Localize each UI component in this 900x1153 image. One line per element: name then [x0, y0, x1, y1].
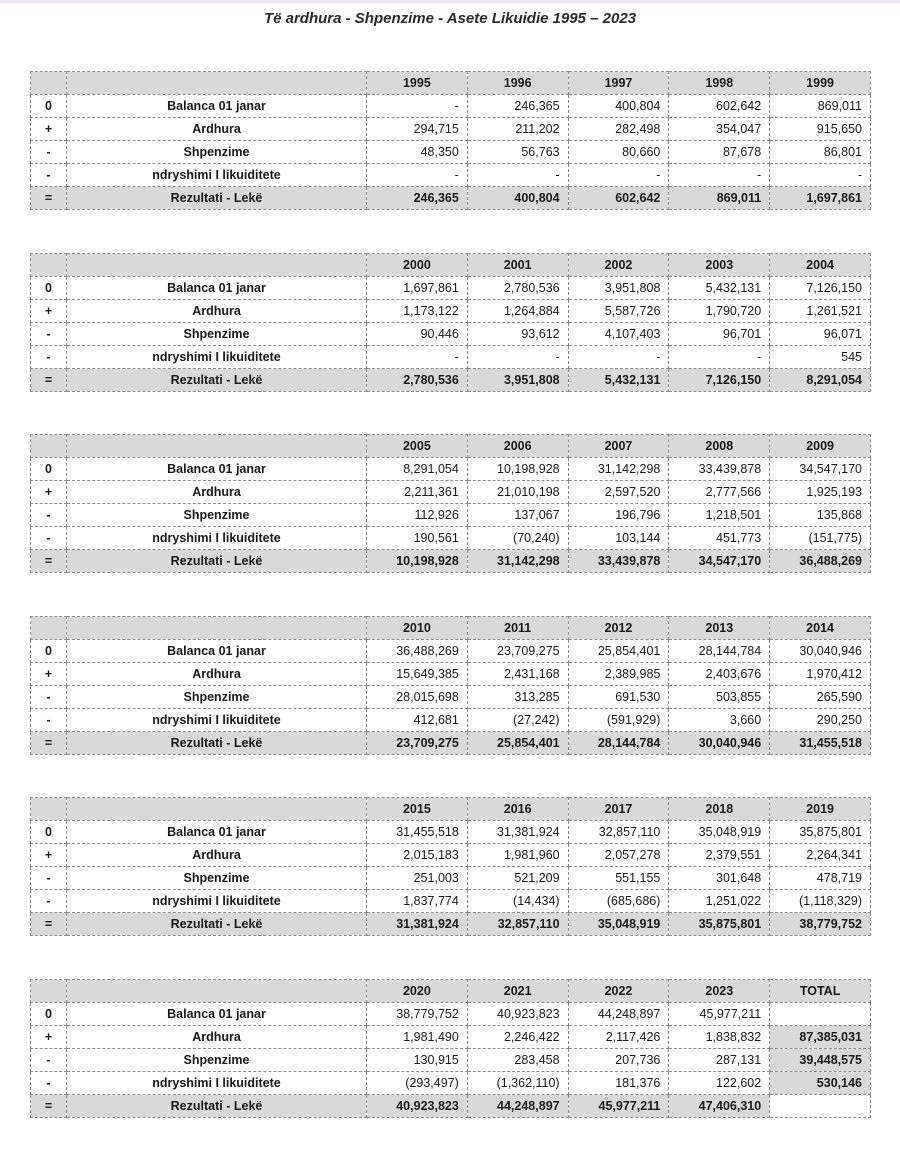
year-header: 2003 [669, 254, 770, 277]
value-cell: 87,678 [669, 141, 770, 164]
year-header: 2012 [568, 617, 669, 640]
value-cell: 112,926 [367, 504, 468, 527]
row-symbol: + [31, 663, 67, 686]
table-row [31, 141, 871, 164]
value-cell: 1,173,122 [367, 300, 468, 323]
row-label: Ardhura [67, 844, 367, 867]
value-cell: 5,432,131 [568, 369, 669, 392]
table-row [31, 709, 871, 732]
result-row [31, 187, 871, 210]
value-cell: (27,242) [467, 709, 568, 732]
row-label: Balanca 01 janar [67, 458, 367, 481]
value-cell: 869,011 [770, 95, 871, 118]
value-cell: 545 [770, 346, 871, 369]
value-cell: 31,142,298 [568, 458, 669, 481]
year-header: 2013 [669, 617, 770, 640]
table-row [31, 1049, 871, 1072]
value-cell: (14,434) [467, 890, 568, 913]
value-cell: 45,977,211 [568, 1095, 669, 1118]
result-row [31, 1095, 871, 1118]
value-cell: 10,198,928 [467, 458, 568, 481]
table-header-row [31, 617, 871, 640]
header-empty-cell [31, 435, 67, 458]
value-cell: 3,951,808 [568, 277, 669, 300]
value-cell: 40,923,823 [467, 1003, 568, 1026]
value-cell: 2,379,551 [669, 844, 770, 867]
value-cell: 2,264,341 [770, 844, 871, 867]
value-cell: 10,198,928 [367, 550, 468, 573]
year-header: 2002 [568, 254, 669, 277]
value-cell: 103,144 [568, 527, 669, 550]
value-cell: 313,285 [467, 686, 568, 709]
year-header: 2014 [770, 617, 871, 640]
value-cell: 1,790,720 [669, 300, 770, 323]
value-cell: 35,875,801 [770, 821, 871, 844]
row-symbol: 0 [31, 95, 67, 118]
year-header: 2005 [367, 435, 468, 458]
value-cell: 130,915 [367, 1049, 468, 1072]
table-header-row [31, 254, 871, 277]
table-row [31, 277, 871, 300]
value-cell: 2,597,520 [568, 481, 669, 504]
value-cell: 400,804 [568, 95, 669, 118]
table-row [31, 1026, 871, 1049]
year-header: 1998 [669, 72, 770, 95]
value-cell: 282,498 [568, 118, 669, 141]
total-cell [770, 1003, 871, 1026]
value-cell: 478,719 [770, 867, 871, 890]
result-row [31, 732, 871, 755]
total-cell: 87,385,031 [770, 1026, 871, 1049]
value-cell: (591,929) [568, 709, 669, 732]
value-cell: 412,681 [367, 709, 468, 732]
value-cell: 521,209 [467, 867, 568, 890]
row-label: Shpenzime [67, 686, 367, 709]
row-symbol: - [31, 709, 67, 732]
header-empty-cell [31, 798, 67, 821]
value-cell: 33,439,878 [669, 458, 770, 481]
row-symbol: + [31, 118, 67, 141]
row-symbol: = [31, 550, 67, 573]
value-cell: 44,248,897 [467, 1095, 568, 1118]
year-header: 1996 [467, 72, 568, 95]
row-symbol: 0 [31, 821, 67, 844]
value-cell: 4,107,403 [568, 323, 669, 346]
value-cell: 32,857,110 [467, 913, 568, 936]
row-symbol: - [31, 867, 67, 890]
header-empty-cell [67, 617, 367, 640]
value-cell: 290,250 [770, 709, 871, 732]
cash-table-5 [30, 797, 871, 936]
cash-table-6 [30, 979, 871, 1118]
value-cell: 8,291,054 [367, 458, 468, 481]
value-cell: 2,780,536 [467, 277, 568, 300]
value-cell: 354,047 [669, 118, 770, 141]
value-cell: 2,117,426 [568, 1026, 669, 1049]
value-cell: 7,126,150 [669, 369, 770, 392]
table-row [31, 323, 871, 346]
value-cell: 2,431,168 [467, 663, 568, 686]
row-symbol: 0 [31, 458, 67, 481]
value-cell: 2,780,536 [367, 369, 468, 392]
row-label: Shpenzime [67, 867, 367, 890]
value-cell: 1,251,022 [669, 890, 770, 913]
value-cell: 25,854,401 [467, 732, 568, 755]
value-cell: 246,365 [467, 95, 568, 118]
header-empty-cell [67, 980, 367, 1003]
cash-table-3 [30, 434, 871, 573]
value-cell: 3,951,808 [467, 369, 568, 392]
value-cell: - [367, 346, 468, 369]
value-cell: 602,642 [568, 187, 669, 210]
table-row [31, 481, 871, 504]
row-symbol: 0 [31, 1003, 67, 1026]
value-cell: 45,977,211 [669, 1003, 770, 1026]
table-row [31, 95, 871, 118]
row-label: Rezultati - Lekë [67, 913, 367, 936]
row-label: Balanca 01 janar [67, 821, 367, 844]
row-symbol: 0 [31, 277, 67, 300]
row-symbol: + [31, 1026, 67, 1049]
year-header: 2021 [467, 980, 568, 1003]
value-cell: 30,040,946 [669, 732, 770, 755]
value-cell: 31,142,298 [467, 550, 568, 573]
year-header: 2023 [669, 980, 770, 1003]
value-cell: 869,011 [669, 187, 770, 210]
table-row [31, 527, 871, 550]
header-empty-cell [67, 72, 367, 95]
value-cell: 503,855 [669, 686, 770, 709]
value-cell: 196,796 [568, 504, 669, 527]
row-label: Shpenzime [67, 1049, 367, 1072]
value-cell: - [367, 164, 468, 187]
value-cell: 28,144,784 [669, 640, 770, 663]
value-cell: 1,697,861 [770, 187, 871, 210]
row-label: Ardhura [67, 1026, 367, 1049]
row-label: ndryshimi I likuiditete [67, 890, 367, 913]
year-header: 2011 [467, 617, 568, 640]
header-empty-cell [31, 254, 67, 277]
year-header: 2018 [669, 798, 770, 821]
value-cell: 38,779,752 [770, 913, 871, 936]
year-header: 2016 [467, 798, 568, 821]
year-header: 2020 [367, 980, 468, 1003]
total-cell [770, 1095, 871, 1118]
row-symbol: - [31, 1049, 67, 1072]
table-row [31, 640, 871, 663]
value-cell: 36,488,269 [770, 550, 871, 573]
value-cell: 38,779,752 [367, 1003, 468, 1026]
table-header-row [31, 435, 871, 458]
table-header-row [31, 72, 871, 95]
row-symbol: + [31, 481, 67, 504]
row-label: Ardhura [67, 663, 367, 686]
year-header: 2006 [467, 435, 568, 458]
table-row [31, 890, 871, 913]
value-cell: 21,010,198 [467, 481, 568, 504]
value-cell: 8,291,054 [770, 369, 871, 392]
row-symbol: + [31, 844, 67, 867]
result-row [31, 550, 871, 573]
value-cell: 28,015,698 [367, 686, 468, 709]
value-cell: 96,701 [669, 323, 770, 346]
value-cell: 251,003 [367, 867, 468, 890]
table-row [31, 118, 871, 141]
value-cell: 1,837,774 [367, 890, 468, 913]
total-cell: 530,146 [770, 1072, 871, 1095]
value-cell: 30,040,946 [770, 640, 871, 663]
table-row [31, 458, 871, 481]
row-symbol: - [31, 141, 67, 164]
row-label: Shpenzime [67, 504, 367, 527]
value-cell: 44,248,897 [568, 1003, 669, 1026]
value-cell: - [467, 164, 568, 187]
cash-table-2 [30, 253, 871, 392]
value-cell: 301,648 [669, 867, 770, 890]
value-cell: (151,775) [770, 527, 871, 550]
row-label: Rezultati - Lekë [67, 550, 367, 573]
value-cell: 31,381,924 [367, 913, 468, 936]
year-header: 2009 [770, 435, 871, 458]
value-cell: 190,561 [367, 527, 468, 550]
year-header: 2019 [770, 798, 871, 821]
value-cell: 287,131 [669, 1049, 770, 1072]
year-header: 2008 [669, 435, 770, 458]
value-cell: 23,709,275 [467, 640, 568, 663]
year-header: 2022 [568, 980, 669, 1003]
row-label: ndryshimi I likuiditete [67, 709, 367, 732]
value-cell: - [467, 346, 568, 369]
row-symbol: - [31, 323, 67, 346]
year-header: 2015 [367, 798, 468, 821]
value-cell: 451,773 [669, 527, 770, 550]
value-cell: 35,875,801 [669, 913, 770, 936]
value-cell: 5,587,726 [568, 300, 669, 323]
header-empty-cell [31, 617, 67, 640]
value-cell: 31,455,518 [367, 821, 468, 844]
value-cell: 33,439,878 [568, 550, 669, 573]
row-symbol: = [31, 913, 67, 936]
value-cell: (70,240) [467, 527, 568, 550]
value-cell: - [568, 164, 669, 187]
row-symbol: 0 [31, 640, 67, 663]
row-symbol: - [31, 686, 67, 709]
header-empty-cell [67, 798, 367, 821]
row-label: ndryshimi I likuiditete [67, 346, 367, 369]
value-cell: (685,686) [568, 890, 669, 913]
value-cell: 34,547,170 [669, 550, 770, 573]
table-row [31, 844, 871, 867]
row-label: Ardhura [67, 300, 367, 323]
value-cell: 2,211,361 [367, 481, 468, 504]
value-cell: 2,057,278 [568, 844, 669, 867]
value-cell: 5,432,131 [669, 277, 770, 300]
value-cell: 15,649,385 [367, 663, 468, 686]
header-empty-cell [67, 435, 367, 458]
table-row [31, 346, 871, 369]
row-label: ndryshimi I likuiditete [67, 527, 367, 550]
table-row [31, 164, 871, 187]
value-cell: 96,071 [770, 323, 871, 346]
row-label: Rezultati - Lekë [67, 187, 367, 210]
year-header: 2017 [568, 798, 669, 821]
row-symbol: + [31, 300, 67, 323]
value-cell: 56,763 [467, 141, 568, 164]
value-cell: 1,838,832 [669, 1026, 770, 1049]
value-cell: 211,202 [467, 118, 568, 141]
top-rule [0, 0, 900, 3]
value-cell: 1,261,521 [770, 300, 871, 323]
value-cell: 35,048,919 [669, 821, 770, 844]
value-cell: 90,446 [367, 323, 468, 346]
value-cell: 1,981,960 [467, 844, 568, 867]
value-cell: 25,854,401 [568, 640, 669, 663]
table-row [31, 504, 871, 527]
row-symbol: - [31, 504, 67, 527]
value-cell: 691,530 [568, 686, 669, 709]
value-cell: 122,602 [669, 1072, 770, 1095]
value-cell: 1,218,501 [669, 504, 770, 527]
value-cell: 294,715 [367, 118, 468, 141]
value-cell: 265,590 [770, 686, 871, 709]
table-row [31, 1072, 871, 1095]
row-symbol: - [31, 164, 67, 187]
row-symbol: - [31, 890, 67, 913]
value-cell: 86,801 [770, 141, 871, 164]
year-header: TOTAL [770, 980, 871, 1003]
row-symbol: = [31, 369, 67, 392]
value-cell: (293,497) [367, 1072, 468, 1095]
row-symbol: = [31, 1095, 67, 1118]
value-cell: 2,403,676 [669, 663, 770, 686]
value-cell: 1,697,861 [367, 277, 468, 300]
value-cell: 2,389,985 [568, 663, 669, 686]
value-cell: 34,547,170 [770, 458, 871, 481]
page-title: Të ardhura - Shpenzime - Asete Likuidie 1995 – 2023 [263, 10, 637, 27]
value-cell: 1,970,412 [770, 663, 871, 686]
total-cell: 39,448,575 [770, 1049, 871, 1072]
value-cell: 36,488,269 [367, 640, 468, 663]
value-cell: 80,660 [568, 141, 669, 164]
value-cell: 181,376 [568, 1072, 669, 1095]
cash-table-1 [30, 71, 871, 210]
row-symbol: - [31, 346, 67, 369]
value-cell: 1,981,490 [367, 1026, 468, 1049]
row-label: Shpenzime [67, 323, 367, 346]
row-label: Ardhura [67, 481, 367, 504]
value-cell: - [669, 346, 770, 369]
value-cell: 246,365 [367, 187, 468, 210]
year-header: 2001 [467, 254, 568, 277]
header-empty-cell [31, 980, 67, 1003]
value-cell: 283,458 [467, 1049, 568, 1072]
row-label: ndryshimi I likuiditete [67, 164, 367, 187]
row-symbol: - [31, 1072, 67, 1095]
row-symbol: = [31, 187, 67, 210]
value-cell: 23,709,275 [367, 732, 468, 755]
table-row [31, 663, 871, 686]
value-cell: 400,804 [467, 187, 568, 210]
value-cell: 35,048,919 [568, 913, 669, 936]
table-row [31, 867, 871, 890]
value-cell: (1,362,110) [467, 1072, 568, 1095]
value-cell: 28,144,784 [568, 732, 669, 755]
year-header: 2010 [367, 617, 468, 640]
row-label: Balanca 01 janar [67, 95, 367, 118]
value-cell: 551,155 [568, 867, 669, 890]
table-header-row [31, 798, 871, 821]
value-cell: - [770, 164, 871, 187]
year-header: 1999 [770, 72, 871, 95]
year-header: 1995 [367, 72, 468, 95]
table-row [31, 686, 871, 709]
value-cell: 2,777,566 [669, 481, 770, 504]
row-symbol: - [31, 527, 67, 550]
value-cell: 3,660 [669, 709, 770, 732]
row-label: Shpenzime [67, 141, 367, 164]
year-header: 2004 [770, 254, 871, 277]
row-label: Balanca 01 janar [67, 277, 367, 300]
row-symbol: = [31, 732, 67, 755]
value-cell: 1,925,193 [770, 481, 871, 504]
year-header: 1997 [568, 72, 669, 95]
header-empty-cell [67, 254, 367, 277]
value-cell: 48,350 [367, 141, 468, 164]
row-label: Balanca 01 janar [67, 1003, 367, 1026]
row-label: Rezultati - Lekë [67, 732, 367, 755]
value-cell: 2,246,422 [467, 1026, 568, 1049]
cash-table-4 [30, 616, 871, 755]
row-label: Balanca 01 janar [67, 640, 367, 663]
value-cell: - [669, 164, 770, 187]
row-label: Rezultati - Lekë [67, 1095, 367, 1118]
row-label: ndryshimi I likuiditete [67, 1072, 367, 1095]
table-header-row [31, 980, 871, 1003]
value-cell: - [568, 346, 669, 369]
result-row [31, 913, 871, 936]
value-cell: 137,067 [467, 504, 568, 527]
value-cell: 31,455,518 [770, 732, 871, 755]
value-cell: 207,736 [568, 1049, 669, 1072]
value-cell: 47,406,310 [669, 1095, 770, 1118]
table-row [31, 821, 871, 844]
row-label: Ardhura [67, 118, 367, 141]
value-cell: 1,264,884 [467, 300, 568, 323]
value-cell: 2,015,183 [367, 844, 468, 867]
value-cell: 32,857,110 [568, 821, 669, 844]
value-cell: - [367, 95, 468, 118]
result-row [31, 369, 871, 392]
value-cell: 93,612 [467, 323, 568, 346]
header-empty-cell [31, 72, 67, 95]
table-row [31, 1003, 871, 1026]
row-label: Rezultati - Lekë [67, 369, 367, 392]
table-row [31, 300, 871, 323]
value-cell: 31,381,924 [467, 821, 568, 844]
value-cell: (1,118,329) [770, 890, 871, 913]
value-cell: 602,642 [669, 95, 770, 118]
year-header: 2000 [367, 254, 468, 277]
value-cell: 7,126,150 [770, 277, 871, 300]
value-cell: 135,868 [770, 504, 871, 527]
value-cell: 40,923,823 [367, 1095, 468, 1118]
year-header: 2007 [568, 435, 669, 458]
value-cell: 915,650 [770, 118, 871, 141]
